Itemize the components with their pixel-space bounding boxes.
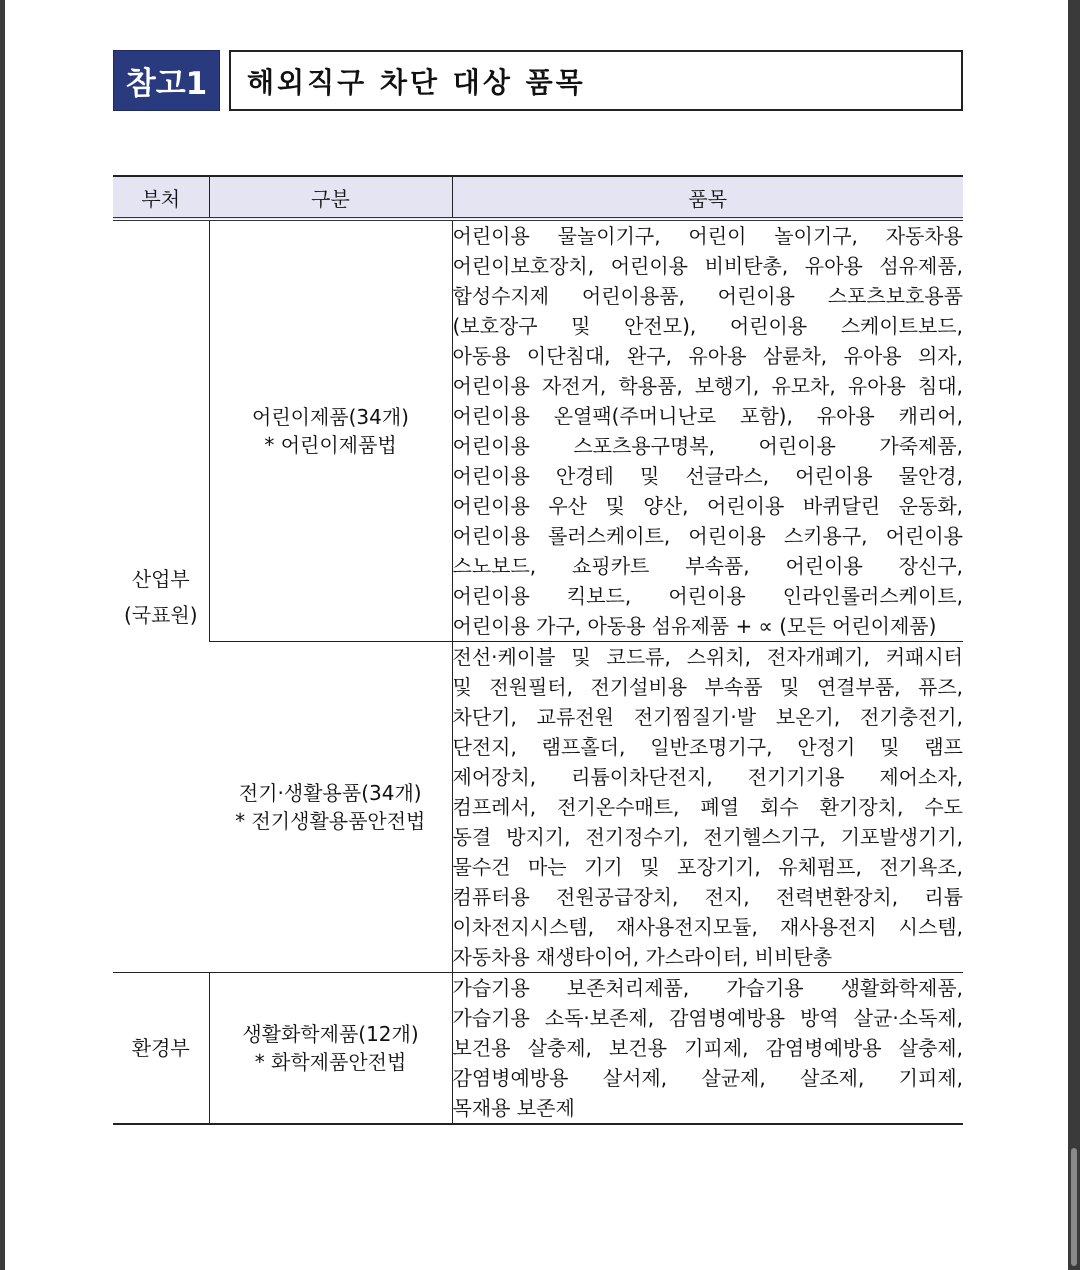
item-text-line: 어린이용 우산 및 양산, 어린이용 바퀴달린 운동화, [452,494,963,518]
ministry-cell-environment: 환경부 [113,973,209,1125]
item-text-line: 및 전원필터, 전기설비용 부속품 및 연결부품, 퓨즈, [452,675,963,699]
blocked-items-table [113,175,963,1125]
item-text-line: 어린이용 스포츠용구명복, 어린이용 가죽제품, [452,434,963,458]
ministry-name: 산업부 [131,566,190,591]
table-row [113,973,963,1125]
item-text-line: 컴프레서, 전기온수매트, 폐열 회수 환기장치, 수도 [452,795,963,819]
category-cell [209,642,452,973]
item-text-line: 가습기용 소독·보존제, 감염병예방용 방역 살균·소독제, [452,1006,963,1030]
item-text-line: 물수건 마는 기기 및 포장기기, 유체펌프, 전기욕조, [452,855,963,879]
item-text-line: 합성수지제 어린이용품, 어린이용 스포츠보호용품 [452,284,963,308]
item-text-line: 차단기, 교류전원 전기찜질기·발 보온기, 전기충전기, [452,705,963,729]
title-row [113,50,965,111]
item-text-line: (보호장구 및 안전모), 어린이용 스케이트보드, [452,314,963,338]
header-items: 품목 [452,176,963,219]
item-text-line: 단전지, 램프홀더, 일반조명기구, 안정기 및 램프 [452,735,963,759]
category-law: * 전기생활용품안전법 [235,809,426,833]
category-name: 생활화학제품(12개) [242,1022,419,1046]
table-row [113,642,963,973]
page-title: 해외직구 차단 대상 품목 [229,50,963,111]
category-name: 어린이제품(34개) [252,405,409,429]
category-name: 전기·생활용품(34개) [238,781,422,805]
items-cell [452,642,963,973]
scrollbar-thumb[interactable] [1071,1148,1077,1266]
ministry-agency: (국표원) [123,602,198,627]
item-text-line: 자동차용 재생타이어, 가스라이터, 비비탄총 [452,945,833,969]
category-law: * 어린이제품법 [264,433,397,457]
document-page [5,0,1068,1270]
item-text-line: 전선·케이블 및 코드류, 스위치, 전자개폐기, 커패시터 [452,645,963,669]
item-text-line: 목재용 보존제 [452,1096,575,1120]
item-text-line: 어린이용 온열팩(주머니난로 포함), 유아용 캐리어, [452,404,963,428]
item-text-line: 어린이용 롤러스케이트, 어린이용 스키용구, 어린이용 [452,524,963,548]
ministry-cell-industry [113,219,209,973]
item-text-line: 어린이용 가구, 아동용 섬유제품 + ∝ (모든 어린이제품) [452,614,937,638]
item-text-line: 보건용 살충제, 보건용 기피제, 감염병예방용 살충제, [452,1036,963,1060]
item-text-line: 이차전지시스템, 재사용전지모듈, 재사용전지 시스템, [452,915,963,939]
table-row [113,219,963,642]
item-text-line: 아동용 이단침대, 완구, 유아용 삼륜차, 유아용 의자, [452,344,963,368]
item-text-line: 동결 방지기, 전기정수기, 전기헬스기구, 기포발생기기, [452,825,963,849]
item-text-line: 제어장치, 리튬이차단전지, 전기기기용 제어소자, [452,765,963,789]
header-category: 구분 [209,176,452,219]
header-ministry: 부처 [113,176,209,219]
item-text-line: 가습기용 보존처리제품, 가습기용 생활화학제품, [452,976,963,1000]
item-text-line: 스노보드, 쇼핑카트 부속품, 어린이용 장신구, [452,554,963,578]
item-text-line: 어린이보호장치, 어린이용 비비탄총, 유아용 섬유제품, [452,254,963,278]
category-cell [209,973,452,1125]
item-text-line: 감염병예방용 살서제, 살균제, 살조제, 기피제, [452,1066,963,1090]
item-text-line: 어린이용 자전거, 학용품, 보행기, 유모차, 유아용 침대, [452,374,963,398]
category-cell [209,219,452,642]
item-text-line: 어린이용 킥보드, 어린이용 인라인롤러스케이트, [452,584,963,608]
item-text-line: 컴퓨터용 전원공급장치, 전지, 전력변환장치, 리튬 [452,885,963,909]
category-law: * 화학제품안전법 [254,1050,407,1074]
item-text-line: 어린이용 안경테 및 선글라스, 어린이용 물안경, [452,464,963,488]
items-cell [452,219,963,642]
items-cell [452,973,963,1125]
reference-badge: 참고1 [113,50,220,111]
table-header-row [113,176,963,219]
item-text-line: 어린이용 물놀이기구, 어린이 놀이기구, 자동차용 [452,224,963,248]
